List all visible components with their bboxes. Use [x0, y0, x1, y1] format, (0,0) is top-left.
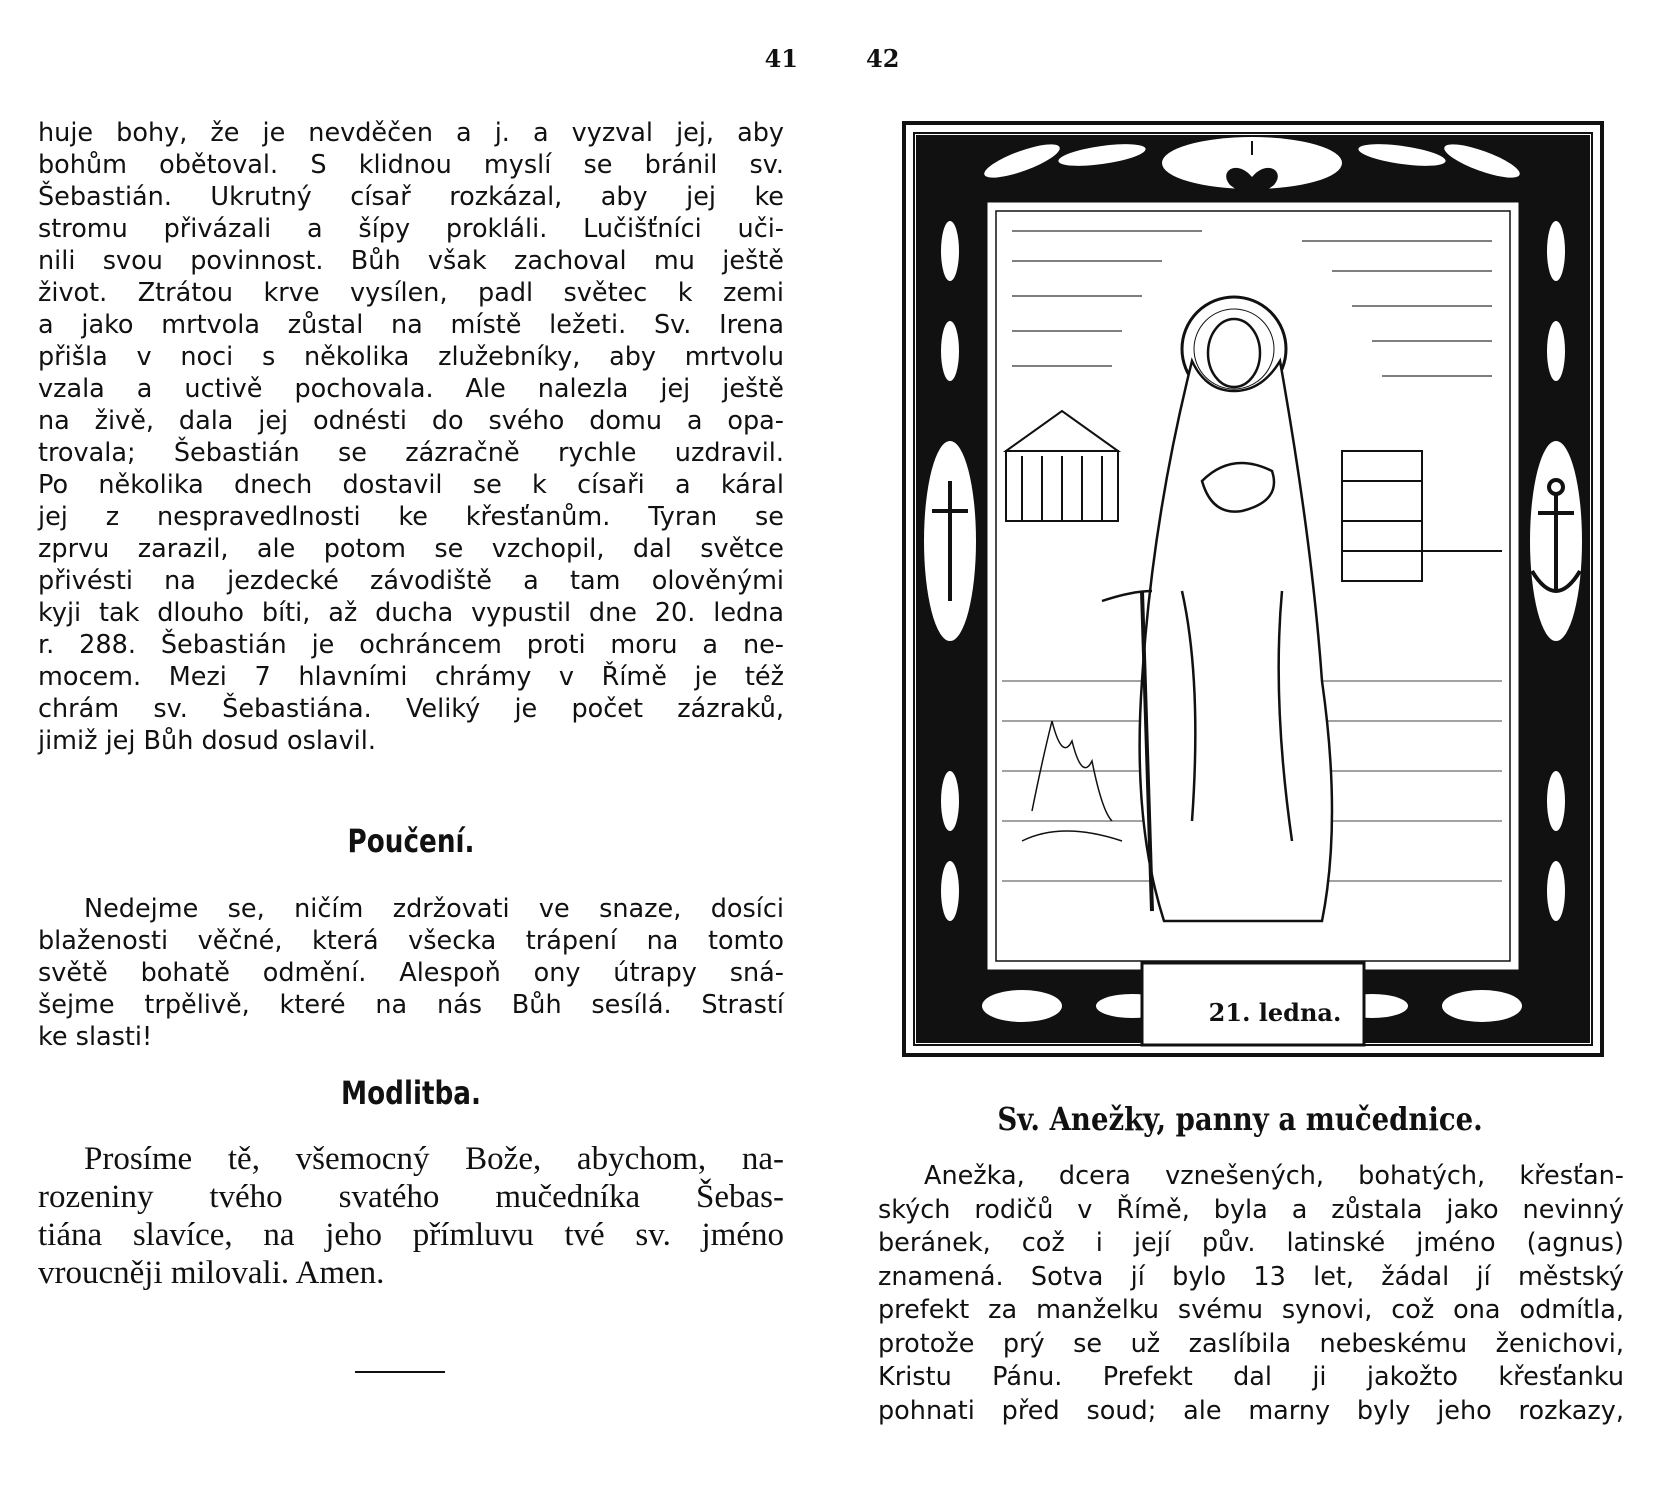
text-line: prefekt za manželku svému synovi, což ona odmítla, — [878, 1295, 1624, 1325]
section-divider — [355, 1371, 445, 1373]
text-line: protože prý se už zaslíbila nebeskému ženichovi, — [878, 1328, 1624, 1359]
text-line: šejme trpělivě, které na nás Bůh sesílá. Strastí — [38, 990, 784, 1020]
text-line: přišla v noci s několika zlužebníky, aby mrtvolu — [38, 342, 784, 372]
section-heading-saint: Sv. Anežky, panny a mučednice. — [997, 1100, 1483, 1138]
text-line: vroucněji milovali. Amen. — [38, 1255, 385, 1291]
text-line: znamená. Sotva jí bylo 13 let, žádal jí městský — [878, 1261, 1624, 1292]
section-heading-modlitba: Modlitba. — [341, 1074, 481, 1112]
text-line: Kristu Pánu. Prefekt dal ji jakožto křesťanku — [878, 1362, 1624, 1392]
poucen-text — [38, 893, 784, 1053]
text-line: ke slasti! — [38, 1022, 153, 1052]
text-line: jimiž jej Bůh dosud oslavil. — [38, 726, 376, 756]
text-line: ských rodičů v Římě, byla a zůstala jako nevinný — [878, 1194, 1624, 1225]
text-line: stromu přivázali a šípy prokláli. Lučišťníci uči- — [38, 214, 784, 244]
text-line: zprvu zarazil, ale potom se vzchopil, dal světce — [38, 534, 784, 564]
text-line: beránek, což i její pův. latinské jméno (agnus) — [878, 1228, 1624, 1258]
text-line: a jako mrtvola zůstal na místě ležeti. Sv. Irena — [38, 310, 784, 340]
text-line: přivésti na jezdecké závodiště a tam olověnými — [38, 566, 784, 596]
text-line: bohům obětoval. S klidnou myslí se bránil sv. — [38, 150, 784, 180]
text-line: na živě, dala jej odnésti do svého domu a opa- — [38, 406, 784, 436]
page-number: 42 — [866, 44, 900, 73]
illustration-date-label: 21. ledna. — [1208, 998, 1342, 1027]
text-line: Anežka, dcera vznešených, bohatých, křesťan- — [924, 1161, 1624, 1191]
text-line: Prosíme tě, všemocný Bože, abychom, na- — [84, 1141, 784, 1177]
text-line: Po několika dnech dostavil se k císaři a káral — [38, 470, 784, 500]
text-line: vzala a uctivě pochovala. Ale nalezla jej ještě — [38, 374, 784, 404]
text-line: tiána slavíce, na jeho přímluvu tvé sv. jméno — [38, 1217, 784, 1253]
saint-agnes-illustration — [902, 121, 1604, 1057]
saint-text — [878, 1160, 1624, 1428]
main-text — [38, 117, 784, 757]
text-line: nili svou povinnost. Bůh však zachoval mu ještě — [38, 246, 784, 276]
page-number: 41 — [764, 44, 798, 73]
text-line: chrám sv. Šebastiána. Veliký je počet zázraků, — [38, 694, 784, 724]
text-line: jej z nespravedlnosti ke křesťanům. Tyran se — [38, 502, 784, 532]
text-line: blaženosti věčné, která všecka trápení na tomto — [38, 926, 784, 956]
text-line: pohnati před soud; ale marny byly jeho rozkazy, — [878, 1395, 1624, 1426]
text-line: huje bohy, že je nevděčen a j. a vyzval jej, aby — [38, 118, 784, 148]
prayer-text — [38, 1140, 784, 1292]
text-line: rozeniny tvého svatého mučedníka Šebas- — [38, 1179, 784, 1215]
text-line: kyji tak dlouho bíti, až ducha vypustil dne 20. ledna — [38, 598, 784, 628]
text-line: trovala; Šebastián se zázračně rychle uzdravil. — [38, 438, 784, 468]
text-line: r. 288. Šebastián je ochráncem proti moru a ne- — [38, 630, 784, 660]
text-line: světě bohatě odmění. Alespoň ony útrapy sná- — [38, 958, 784, 988]
text-line: Šebastián. Ukrutný císař rozkázal, aby jej ke — [38, 182, 784, 212]
text-line: život. Ztrátou krve vysílen, padl světec k zemi — [38, 278, 784, 308]
text-line: mocem. Mezi 7 hlavními chrámy v Římě je též — [38, 662, 784, 692]
section-heading-poucen: Poučení. — [347, 822, 475, 860]
text-line: Nedejme se, ničím zdržovati ve snaze, dosíci — [84, 894, 784, 924]
